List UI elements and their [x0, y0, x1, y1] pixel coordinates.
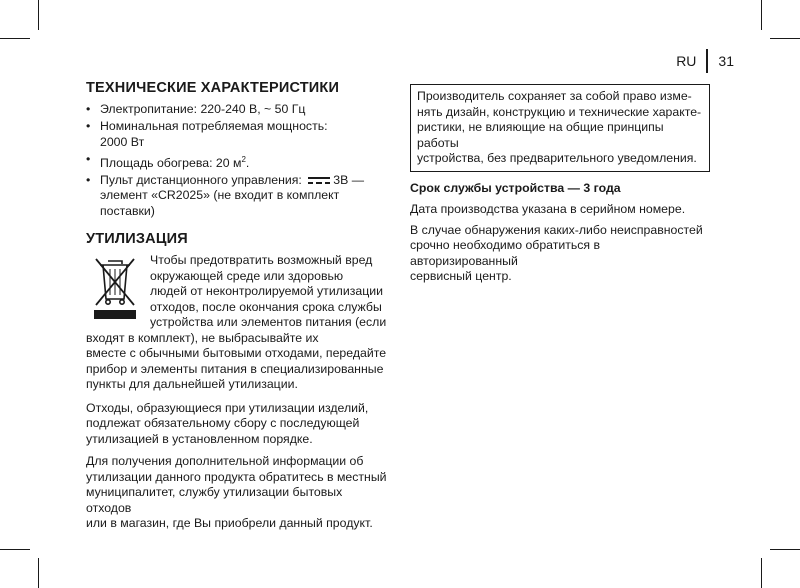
text-line: утилизации данного продукта обратитесь в местный [86, 469, 387, 484]
text-line: муниципалитет, службу утилизации бытовых отходов [86, 485, 343, 515]
remote-battery-text: элемент «CR2025» (не входит в комплект [100, 188, 340, 203]
service-life-heading: Срок службы устройства — 3 года [410, 180, 621, 195]
text-line: пункты для дальнейшей утилизации. [86, 377, 298, 392]
text-line: нять дизайн, конструкцию и технические характе- [417, 104, 702, 119]
heating-area-text: Площадь обогрева: 20 м [100, 155, 242, 170]
text-line: устройства, без предварительного уведомления. [417, 151, 697, 165]
text-line: людей от неконтролируемой утилизации [150, 284, 383, 299]
crop-mark [38, 0, 39, 30]
language-code: RU [676, 53, 697, 69]
page-number: 31 [718, 53, 734, 69]
list-item [86, 152, 391, 172]
text-line: Чтобы предотвратить возможный вред [150, 253, 373, 268]
page-header [676, 49, 734, 73]
text-line: вместе с обычными бытовыми отходами, передайте [86, 346, 387, 361]
crop-mark [761, 0, 762, 30]
text-line: В случае обнаружения каких-либо неисправностей [410, 222, 703, 237]
crop-mark [770, 549, 800, 550]
heating-area-suffix: . [245, 155, 250, 170]
disposal-title: УТИЛИЗАЦИЯ [86, 231, 188, 248]
manufacturer-notice-box [410, 84, 710, 172]
text-line: прибор и элементы питания в специализированные [86, 361, 384, 376]
text-line: утилизацией в установленном порядке. [86, 431, 313, 446]
crop-mark [761, 558, 762, 588]
text-line: Производитель сохраняет за собой право изме- [417, 89, 692, 103]
crop-mark [770, 38, 800, 39]
list-item [86, 102, 391, 118]
text-line: ристики, не влияющие на общие принципы работы [417, 120, 664, 150]
service-info [410, 181, 710, 285]
superscript: 2 [241, 154, 246, 164]
text-line: окружающей среде или здоровью [150, 268, 344, 283]
power-supply-text: Электропитание: 220-240 В, ~ 50 Гц [100, 102, 306, 116]
text-line: подлежат обязательному сбору с последующей [86, 416, 360, 431]
remote-voltage: 3В — [333, 172, 365, 187]
crop-mark [0, 549, 30, 550]
text-line: или в магазин, где Вы приобрели данный продукт. [86, 516, 373, 531]
remote-battery-note: поставки) [100, 203, 155, 218]
dc-current-icon [308, 177, 330, 184]
disposal-paragraph [86, 401, 391, 448]
power-consumption-label: Номинальная потребляемая мощность: [100, 119, 328, 133]
list-item [86, 119, 391, 150]
manufacture-date-text: Дата производства указана в серийном номере. [410, 202, 686, 216]
left-column [86, 80, 391, 539]
crossed-out-bin-icon [92, 255, 138, 321]
crop-mark [38, 558, 39, 588]
text-line: устройства или элементов питания (если [150, 315, 387, 330]
text-line: Для получения дополнительной информации об [86, 454, 364, 469]
text-line: отходов, после окончания срока службы [150, 299, 382, 314]
power-consumption-value: 2000 Вт [100, 134, 145, 149]
disposal-paragraph [86, 454, 391, 532]
crop-mark [0, 38, 30, 39]
right-column [410, 84, 710, 290]
list-item [86, 173, 391, 220]
malfunction-paragraph [410, 223, 710, 285]
text-line: Отходы, образующиеся при утилизации изделий, [86, 400, 369, 415]
text-line: входят в комплект), не выбрасывайте их [86, 330, 319, 345]
text-line: срочно необходимо обратиться в авторизированный [410, 238, 601, 268]
disposal-section [86, 253, 391, 532]
specs-title: ТЕХНИЧЕСКИЕ ХАРАКТЕРИСТИКИ [86, 80, 340, 96]
specs-list [86, 102, 391, 219]
remote-label: Пульт дистанционного управления: [100, 172, 302, 187]
text-line: сервисный центр. [410, 269, 512, 283]
